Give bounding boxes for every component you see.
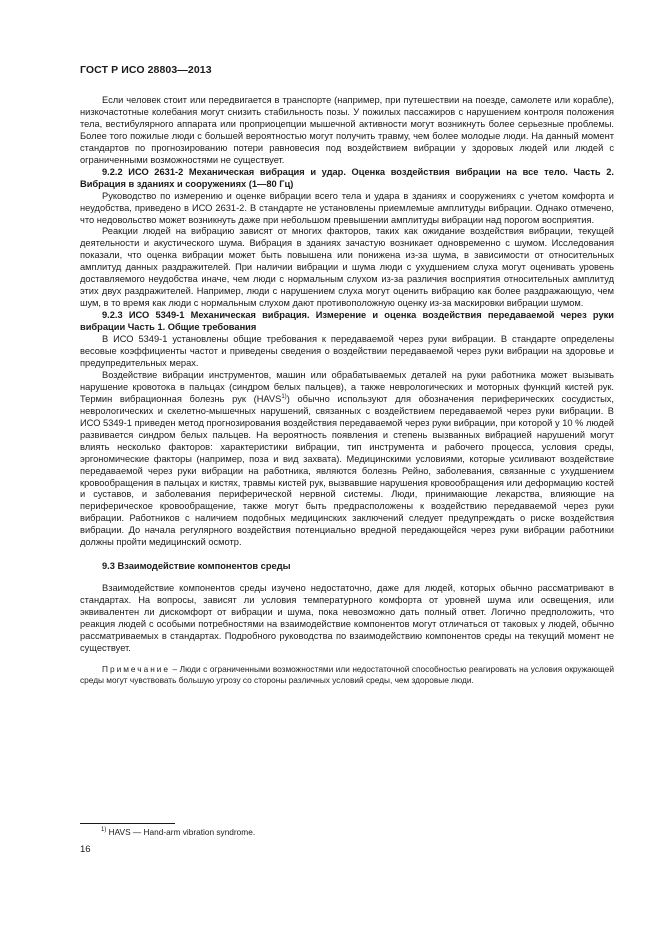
note-label: Примечание: [102, 663, 171, 674]
footnote-divider: [80, 823, 175, 824]
paragraph-text: Воздействие вибрации инструментов, машин или обрабатываемых деталей на руки работника может вызывать нарушение кровотока в пальцах (синдром белых пальцев), а также неврологических и моторных функций кистей рук. Термин вибрационная болезнь рук (HAVS: [80, 369, 614, 404]
paragraph: [80, 370, 614, 549]
section-heading-9-3: 9.3 Взаимодействие компонентов среды: [102, 561, 291, 572]
section-heading-9-2-2: 9.2.2 ИСО 2631-2 Механическая вибрация и удар. Оценка воздействия вибрации на все тело. Часть 2. Вибрация в зданиях и сооружениях (1—80 Гц): [80, 166, 614, 189]
footnote: [101, 827, 255, 837]
footnote-mark: 1): [101, 827, 107, 834]
paragraph: Руководство по измерению и оценке вибрации всего тела и удара в зданиях и сооружениях с учетом комфорта и неудобства, приведено в ИСО 2631-2. В стандарте не установлены приемлемые амплитуды вибрации. Однако отмечено, что недовольство может возникнуть даже при небольшом превышении амплитуды вибрации над порогом восприятия.: [80, 190, 614, 225]
section-heading-9-2-3: 9.2.3 ИСО 5349-1 Механическая вибрация. Измерение и оценка воздействия передаваемой через руки вибрации Часть 1. Общие требования: [80, 310, 614, 333]
footnote-text: HAVS — Hand-arm vibration syndrome.: [106, 827, 256, 837]
footnote-reference: 1): [281, 393, 287, 400]
document-header: ГОСТ Р ИСО 28803—2013: [80, 64, 212, 76]
note: [80, 664, 614, 686]
paragraph-text: ) обычно используют для обозначения периферических сосудистых, неврологических и скелетно-мышечных нарушений, связанных с воздействием передаваемой через руки вибрации. В ИСО 5349-1 приведен метод прогнозирования воздействия передаваемой через руки вибрации, при которой у 10 % людей развивается синдром белых пальцев. На вероятность появления и степень вызванных вибрацией нарушений могут влиять несколько факторов: характеристики вибрации, тип инструмента и рабочего процесса, условия среды, эргономические факторы (например, поза и вид захвата). Медицинскими условиями, которые усиливают воздействие передаваемой через руки вибрации на работника, являются болезнь Рейно, заболевания, связанные с ухудшением кровообращения в пальцах и кистях, травмы кистей рук, вызвавшие нарушения кровообращения или деформацию костей и суставов, и заболевания периферической нервной системы. Люди, принимающие лекарства, влияющие на периферическое кровообращение, также могут быть предрасположены к воздействию передаваемой через руки вибрации. Работников с наличием подобных медицинских заключений следует предупреждать о риске воздействия вибрации. До начала регулярного воздействия потенциально вредной передающейся через руки вибрации работники должны пройти медицинский осмотр.: [80, 393, 614, 548]
note-text: – Люди с ограниченными возможностями или недостаточной способностью реагировать на условия окружающей среды могут чувствовать большую угрозу со стороны различных условий среды, чем здоровые люди.: [80, 663, 614, 685]
paragraph: Реакции людей на вибрацию зависят от многих факторов, таких как ожидание воздействия вибрации, текущей деятельности и акустического шума. Вибрация в зданиях зачастую возникает одновременно с шумом. Исследования показали, что оценка вибрации может быть повышена или понижена из-за шума, в зависимости от относительных амплитуд данных раздражителей. При наличии вибрации и шума люди с ухудшением слуха могут оценивать уровень доставляемого неудобства иначе, чем люди с нормальным слухом из-за различия восприятия относительных амплитуд этих двух раздражителей. Например, люди с нарушением слуха могут оценить вибрацию как более раздражающую, чем шум, в то время как люди с нормальным слухом дают противоположную оценку из-за маскировки вибрации шумом.: [80, 226, 614, 309]
paragraph: В ИСО 5349-1 установлены общие требования к передаваемой через руки вибрации. В стандарте определены весовые коэффициенты частот и приведены сведения о воздействии передаваемой через руки вибрации на здоровье и предупредительных мерах.: [80, 334, 614, 368]
paragraph: Взаимодействие компонентов среды изучено недостаточно, даже для людей, которых обычно рассматривают в стандартах. На вопросы, зависят ли условия температурного комфорта от уровней шума или освещения, или эквивалентен ли дискомфорт от вибрации и шума, пока невозможно дать полный ответ. Логично предположить, что реакция людей с особыми потребностями на взаимодействие компонентов могут отличаться от таковых у людей, обычно рассматриваемых в стандартах. Подробного руководства по взаимодействию компонентов среды на текущий момент не существует.: [80, 583, 614, 653]
page-number: 16: [80, 844, 91, 855]
document-body: [80, 95, 614, 686]
paragraph: Если человек стоит или передвигается в транспорте (например, при путешествии на поезде, самолете или корабле), низкочастотные колебания могут снизить стабильность позы. У пожилых пассажиров с нарушением контроля положения тела, вестибулярного аппарата или проприоцепции мышечной активности могут возникнуть более серьезные проблемы. Более того пожилые люди с большей вероятностью могут получить травму, чем более молодые люди. На данный момент стандартов по прогнозированию потери равновесия под воздействием вибрации у здоровых людей или людей с ограниченными возможностями не существует.: [80, 95, 614, 165]
